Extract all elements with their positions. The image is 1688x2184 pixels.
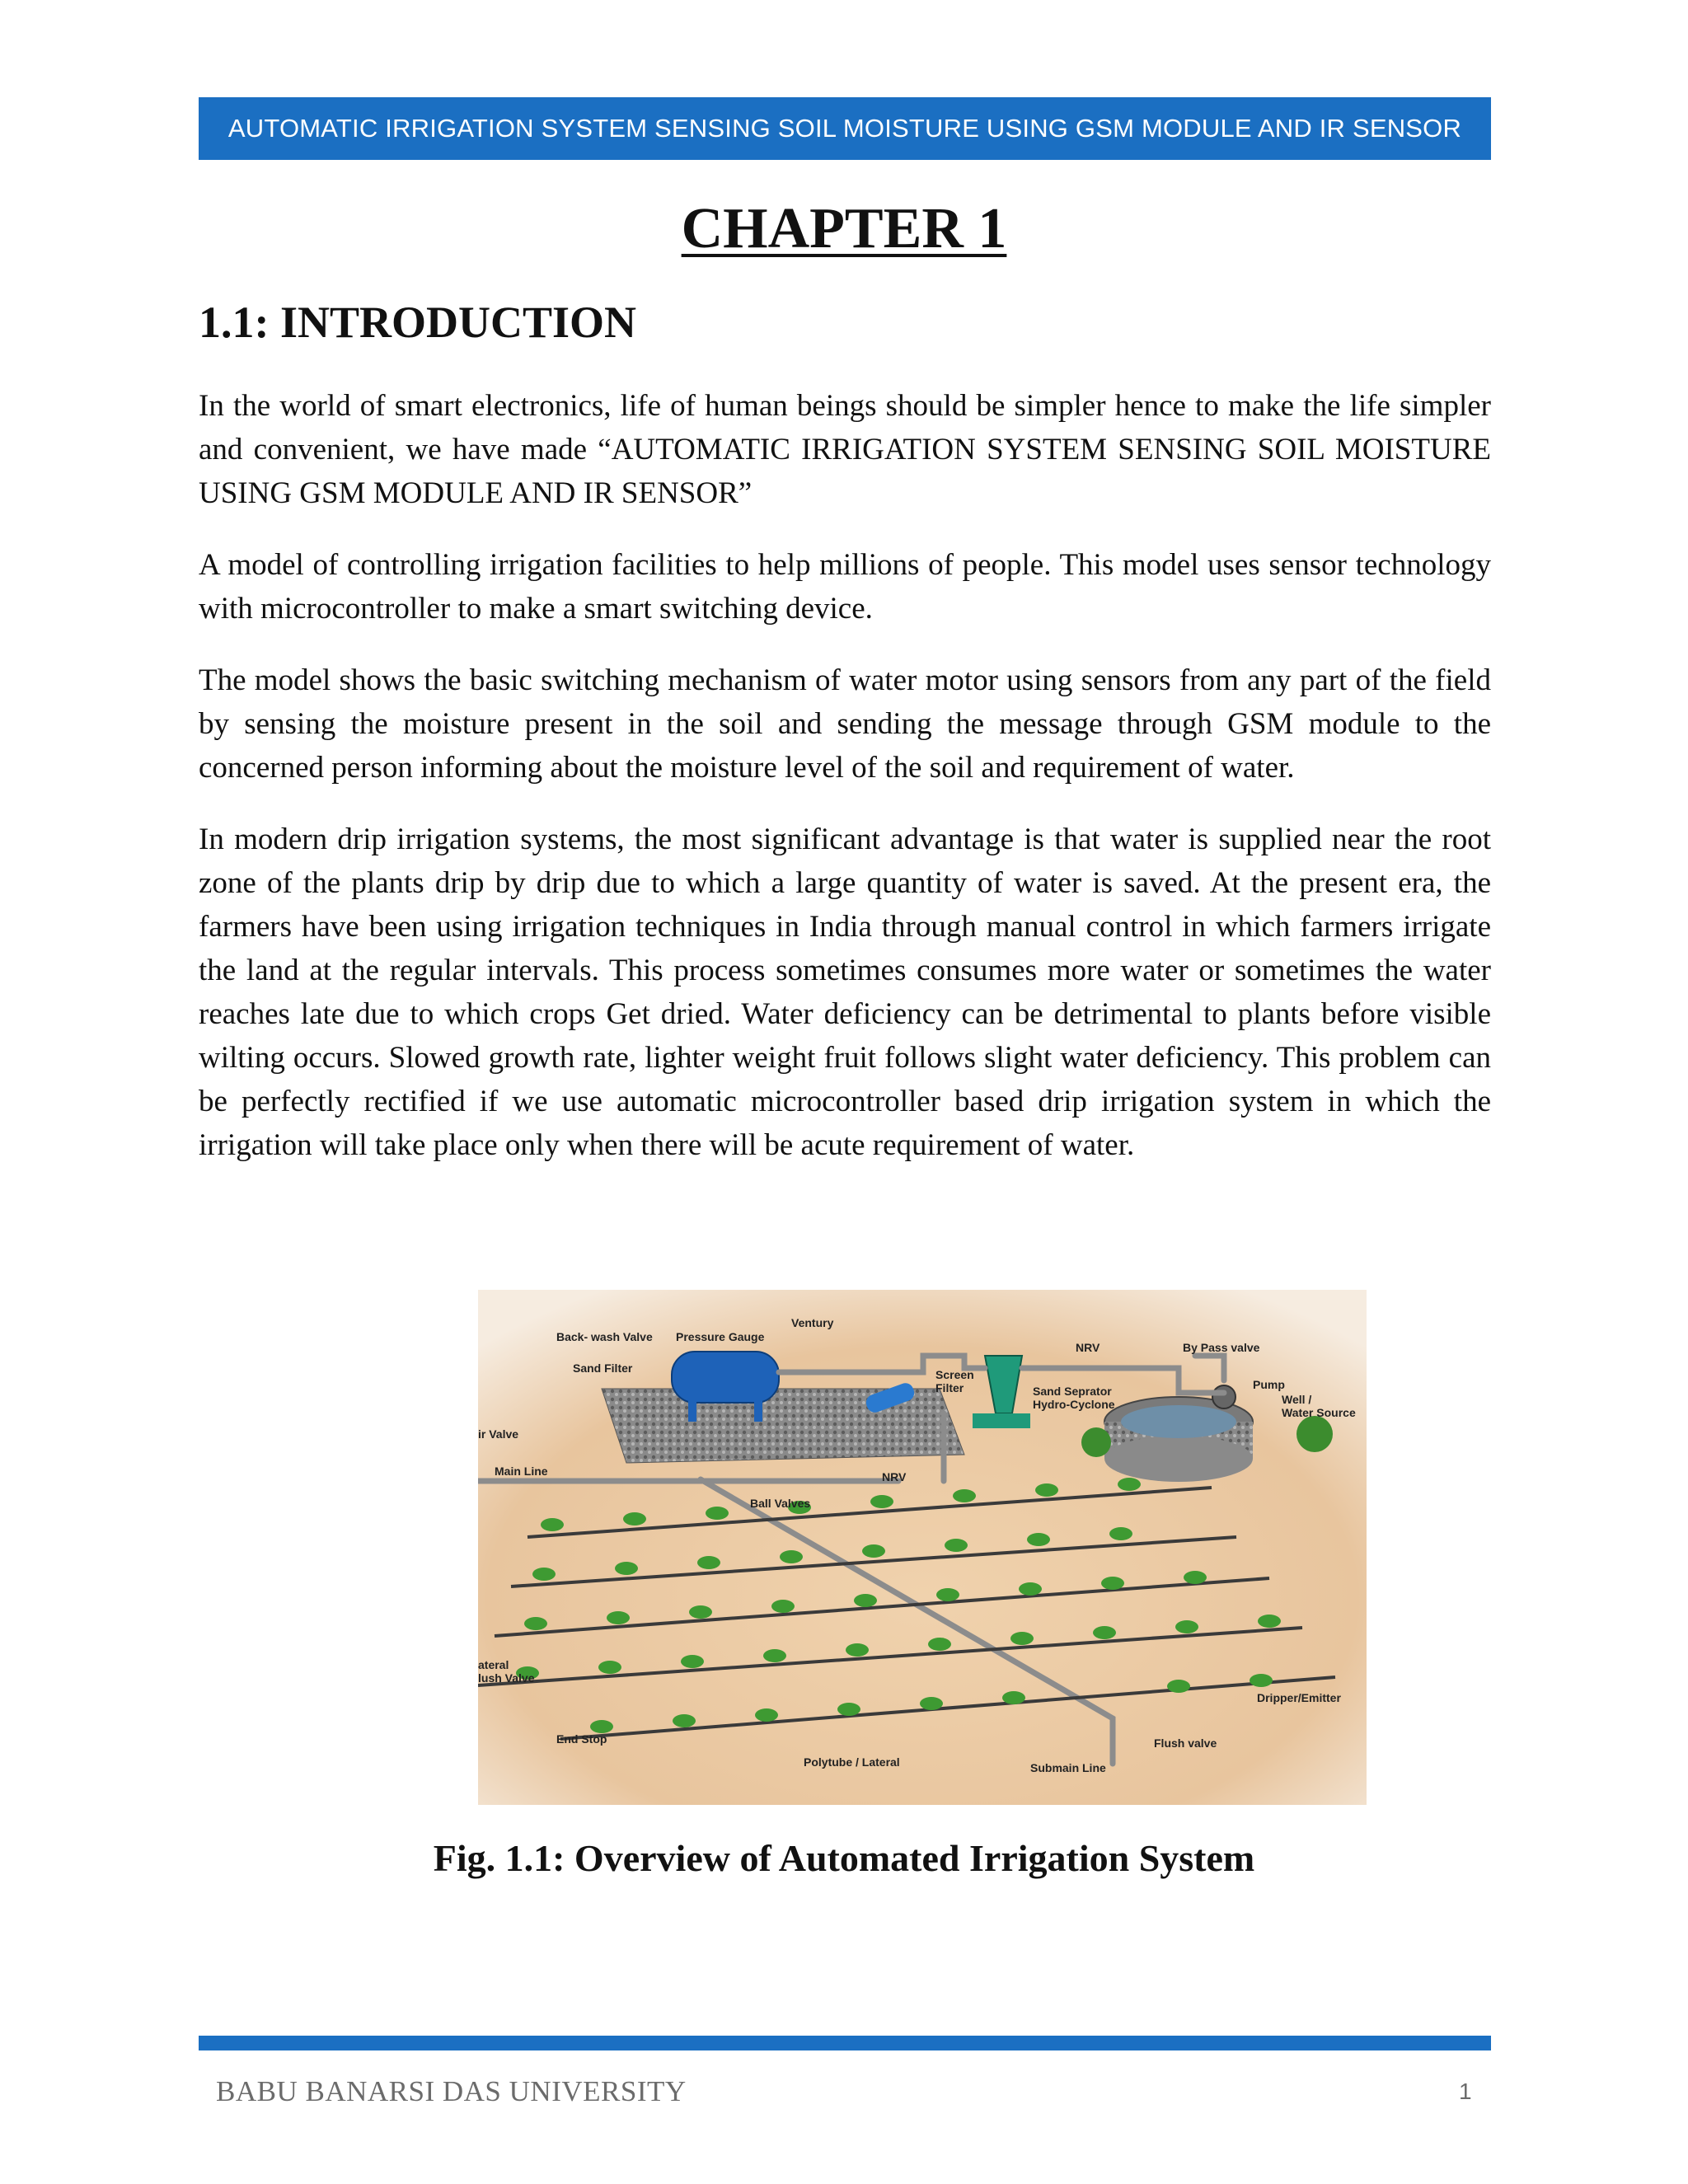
label-bypass-valve: By Pass valve bbox=[1183, 1341, 1260, 1354]
label-air-valve: ir Valve bbox=[478, 1427, 519, 1441]
tank-leg bbox=[688, 1401, 696, 1422]
label-nrv-mid: NRV bbox=[882, 1470, 907, 1483]
label-polytube: Polytube / Lateral bbox=[804, 1755, 900, 1769]
body-text bbox=[199, 384, 1491, 1195]
label-screen-filter-1: Screen bbox=[935, 1368, 974, 1381]
label-dripper: Dripper/Emitter bbox=[1257, 1691, 1341, 1704]
footer-university: BABU BANARSI DAS UNIVERSITY bbox=[216, 2075, 687, 2107]
label-ball-valves: Ball Valves bbox=[750, 1497, 811, 1510]
label-end-stop: End Stop bbox=[556, 1732, 607, 1746]
label-backwash-valve: Back- wash Valve bbox=[556, 1330, 653, 1343]
bush bbox=[1296, 1416, 1333, 1452]
paragraph-2: A model of controlling irrigation facilities to help millions of people. This model uses sensor technology with microcontroller to make a smart switching device. bbox=[199, 548, 1491, 626]
label-well-2: Water Source bbox=[1282, 1406, 1356, 1419]
paragraph-1: In the world of smart electronics, life of human beings should be simpler hence to make the life simpler and convenient, we have made “AUTOMATIC IRRIGATION SYSTEM SENSING SOIL MOISTURE USING GSM MODULE AND IR SENSOR” bbox=[199, 389, 1491, 510]
label-submain-line: Submain Line bbox=[1030, 1761, 1106, 1774]
label-screen-filter-2: Filter bbox=[935, 1381, 964, 1394]
figure-caption: Fig. 1.1: Overview of Automated Irrigation System bbox=[433, 1837, 1255, 1879]
label-pump: Pump bbox=[1253, 1378, 1285, 1391]
label-sand-separator-1: Sand Seprator bbox=[1033, 1385, 1112, 1398]
running-header bbox=[199, 97, 1491, 160]
label-well-1: Well / bbox=[1282, 1393, 1312, 1406]
label-lateral-2: lush Valve bbox=[478, 1671, 535, 1685]
irrigation-diagram bbox=[478, 1290, 1367, 1805]
well-water bbox=[1121, 1405, 1236, 1438]
bush bbox=[1081, 1427, 1111, 1457]
tank-leg bbox=[754, 1401, 762, 1422]
label-lateral-1: ateral bbox=[478, 1658, 509, 1671]
label-nrv-top: NRV bbox=[1076, 1341, 1100, 1354]
label-sand-filter: Sand Filter bbox=[573, 1361, 633, 1375]
label-flush-valve: Flush valve bbox=[1154, 1736, 1217, 1750]
label-main-line: Main Line bbox=[495, 1465, 548, 1478]
hydro-cyclone-base bbox=[973, 1413, 1030, 1428]
well-bottom bbox=[1104, 1436, 1253, 1482]
chapter-title-text: CHAPTER 1 bbox=[681, 197, 1007, 260]
footer-rule bbox=[199, 2036, 1491, 2050]
label-ventury: Ventury bbox=[791, 1316, 834, 1329]
sand-filter-tank bbox=[672, 1352, 779, 1403]
page-number: 1 bbox=[1459, 2079, 1472, 2104]
section-heading: 1.1: INTRODUCTION bbox=[199, 298, 637, 347]
label-sand-separator-2: Hydro-Cyclone bbox=[1033, 1398, 1115, 1411]
paragraph-3: The model shows the basic switching mechanism of water motor using sensors from any part of the field by sensing the moisture present in the soil and sending the message through GSM module to the concerned person informing about the moisture level of the soil and requirement of water. bbox=[199, 663, 1491, 785]
pump bbox=[1212, 1385, 1236, 1408]
chapter-title bbox=[0, 196, 1688, 262]
running-header-title: AUTOMATIC IRRIGATION SYSTEM SENSING SOIL MOISTURE USING GSM MODULE AND IR SENSOR bbox=[227, 114, 1462, 143]
paragraph-4: In modern drip irrigation systems, the most significant advantage is that water is supplied near the root zone of the plants drip by drip due to which a large quantity of water is saved. At the present era, the farmers have been using irrigation techniques in India through manual control in which farmers irrigate the land at the regular intervals. This process sometimes consumes more water or sometimes the water reaches late due to which crops Get dried. Water deficiency can be detrimental to plants before visible wilting occurs. Slowed growth rate, lighter weight fruit follows slight water deficiency. This problem can be perfectly rectified if we use automatic microcontroller based drip irrigation system in which the irrigation will take place only when there will be acute requirement of water. bbox=[199, 823, 1491, 1162]
label-pressure-gauge: Pressure Gauge bbox=[676, 1330, 765, 1343]
irrigation-diagram-svg bbox=[478, 1290, 1367, 1805]
